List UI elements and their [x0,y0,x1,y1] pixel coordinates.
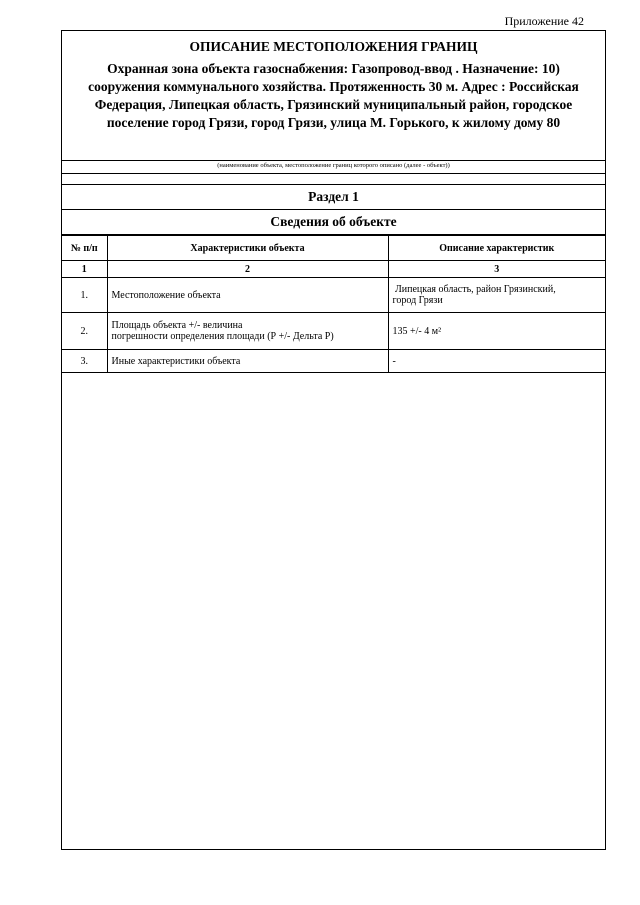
column-number: 1 [62,261,107,278]
object-description [62,56,605,160]
characteristic-line: Иные характеристики объекта [111,355,241,367]
object-line: Охранная зона объекта газоснабжения: Газопровод-ввод . Назначение: 10) [107,61,560,76]
object-line: Федерация, Липецкая область, Грязинский муниципальный район, городское [94,97,573,112]
section-heading: Раздел 1 [62,185,605,210]
document-frame [61,30,606,850]
header-characteristic: Характеристики объекта [107,236,388,261]
object-line: поселение город Грязи, город Грязи, улица М. Горького, к жилому дому 80 [106,115,561,130]
description-line: - [392,355,396,367]
row-description [388,278,605,313]
characteristic-line: погрешности определения площади (Р +/- Дельта Р) [111,331,334,342]
document-title: ОПИСАНИЕ МЕСТОПОЛОЖЕНИЯ ГРАНИЦ [189,39,478,54]
row-num: 3. [62,350,107,373]
description-line: 135 +/- 4 м² [392,325,442,337]
table-header-row [62,236,605,261]
table-row [62,278,605,313]
table-row [62,313,605,350]
header-num: № п/п [62,236,107,261]
characteristic-line: Площадь объекта +/- величина [111,320,243,331]
row-num: 2. [62,313,107,350]
row-characteristic [107,350,388,373]
row-characteristic [107,313,388,350]
table-row [62,350,605,373]
spacer-row [62,174,605,185]
object-line: сооружения коммунального хозяйства. Протяженность 30 м. Адрес : Российская [88,79,579,94]
column-number-row [62,261,605,278]
object-caption: (наименование объекта, местоположение границ которого описано (далее - объект)) [62,160,605,174]
column-number: 3 [388,261,605,278]
row-description [388,313,605,350]
row-num: 1. [62,278,107,313]
header-description: Описание характеристик [388,236,605,261]
subsection-heading: Сведения об объекте [62,210,605,235]
characteristic-line: Местоположение объекта [111,289,221,301]
appendix-label: Приложение 42 [504,14,584,28]
object-info-table [62,235,605,373]
description-line: Липецкая область, район Грязинский, [392,284,556,295]
row-characteristic [107,278,388,313]
description-line: город Грязи [392,295,443,306]
column-number: 2 [107,261,388,278]
row-description [388,350,605,373]
